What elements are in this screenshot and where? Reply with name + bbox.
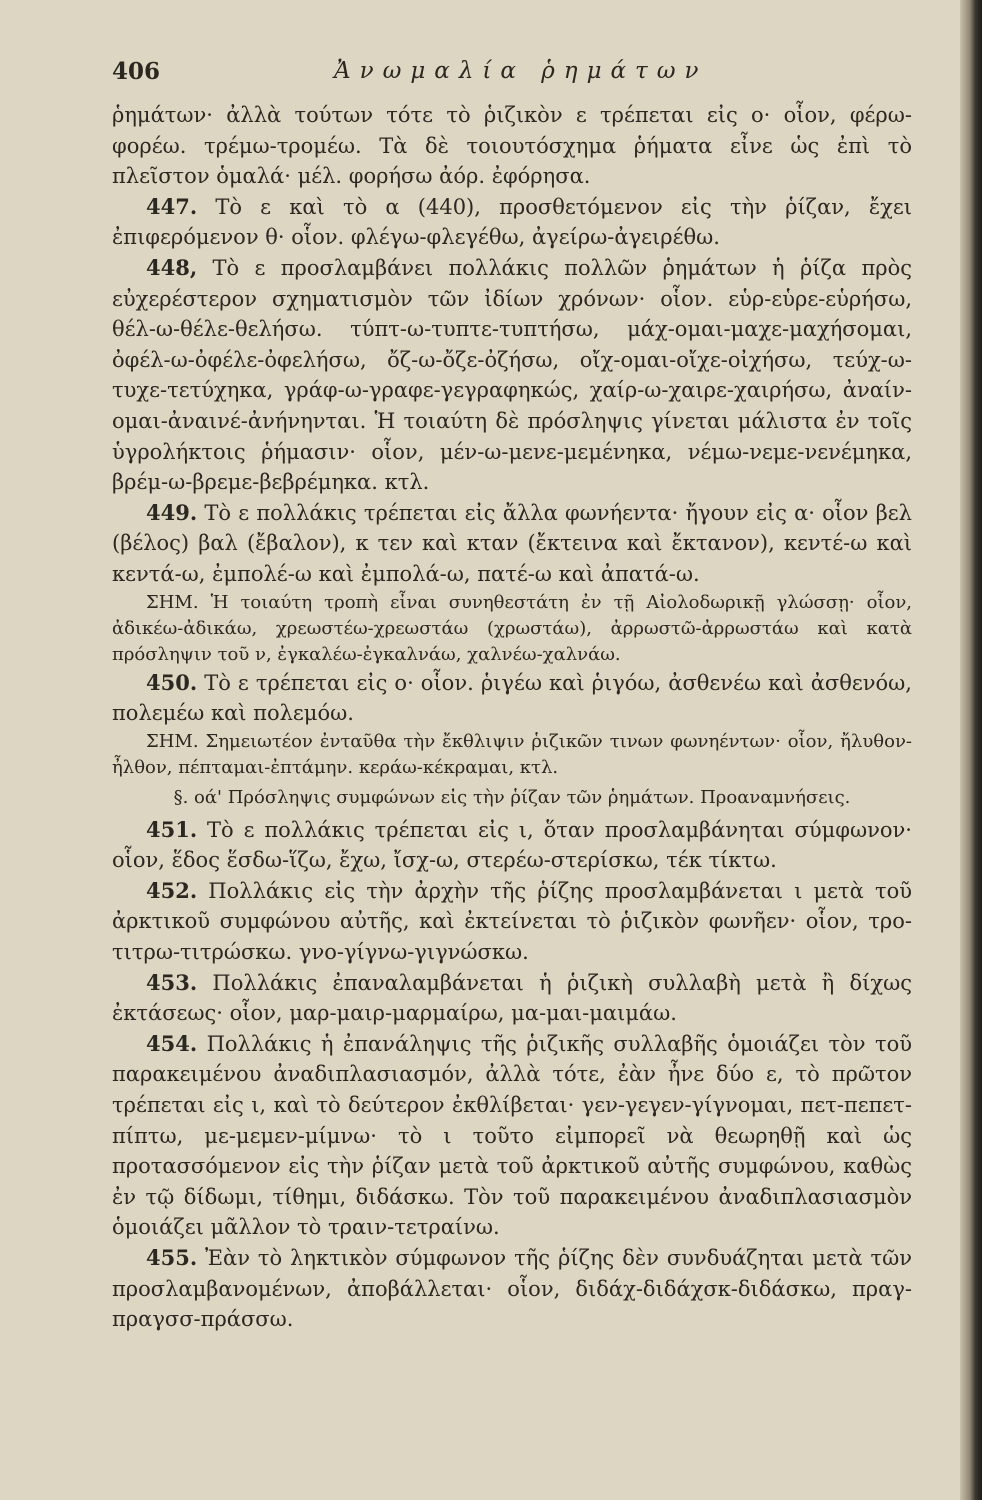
- paragraph-text: Ἐὰν τὸ ληκτικὸν σύμφωνον τῆς ῥίζης δὲν συνδυάζηται μετὰ τῶν προσλαμβανομένων, ἀποβάλλεται· οἷον, διδάχ-διδάχσκ-διδάσκω, πραγ-πραγσσ-πράσσω.: [112, 1246, 912, 1332]
- paragraph-448: [112, 253, 912, 498]
- paragraph-text: Τὸ ε τρέπεται εἰς ο· οἷον. ῥιγέω καὶ ῥιγόω, ἀσθενέω καὶ ἀσθενόω, πολεμέω καὶ πολεμόω.: [112, 670, 912, 726]
- page-number: 406: [112, 58, 161, 85]
- paragraph-452: [112, 876, 912, 968]
- section-heading: §. οά' Πρόσληψις συμφώνων εἰς τὴν ῥίζαν τῶν ῥημάτων. Προαναμνήσεις.: [173, 786, 851, 808]
- paragraph-number: 449.: [146, 499, 198, 525]
- paragraph-text: Πολλάκις εἰς τὴν ἀρχὴν τῆς ῥίζης προσλαμβάνεται ι μετὰ τοῦ ἀρκτικοῦ συμφώνου αὐτῆς, καὶ ἐκτείνεται τὸ ῥιζικὸν φωνῆεν· οἷον, τρο-τιτρω-τιτρώσκω. γνο-γίγνω-γιγνώσκω.: [112, 878, 912, 965]
- paragraph-number: 452.: [146, 877, 198, 903]
- paragraph-455: [112, 1243, 912, 1335]
- note-450: ΣΗΜ. Σημειωτέον ἐνταῦθα τὴν ἔκθλιψιν ῥιζικῶν τινων φωνηέντων· οἷον, ἤλυθον-ἦλθον, πέπταμαι-ἐπτάμην. κεράω-κέκραμαι, κτλ.: [112, 730, 912, 778]
- paragraph-447: [112, 192, 912, 253]
- paragraph-number: 454.: [146, 1030, 198, 1056]
- paragraph-text: Πολλάκις ἐπαναλαμβάνεται ἡ ῥιζικὴ συλλαβὴ μετὰ ἢ δίχως ἐκτάσεως· οἷον, μαρ-μαιρ-μαρμαίρω, μα-μαι-μαιμάω.: [112, 970, 912, 1026]
- page-body: [112, 100, 912, 1335]
- page-header: [112, 58, 932, 98]
- paragraph-450: [112, 668, 912, 729]
- note-449: ΣΗΜ. Ἡ τοιαύτη τροπὴ εἶναι συνηθεστάτη ἐν τῇ Αἰολοδωρικῇ γλώσσῃ· οἷον, ἀδικέω-ἀδικάω, χρεωστέω-χρεωστάω (χρωστάω), ἀρρωστῶ-ἀρρωστάω καὶ κατὰ πρόσληψιν τοῦ ν, ἐγκαλέω-ἐγκαλνάω, χαλνέω-χαλνάω.: [112, 591, 912, 665]
- paragraph-451: [112, 815, 912, 876]
- paragraph-text: Τὸ ε πολλάκις τρέπεται εἰς ἄλλα φωνήεντα· ἤγουν εἰς α· οἷον βελ (βέλος) βαλ (ἔβαλον), κ τεν καὶ κταν (ἔκτεινα καὶ ἔκτανον), κεντέ-ω καὶ κεντά-ω, ἐμπολέ-ω καὶ ἐμπολά-ω, πατέ-ω καὶ ἀπατά-ω.: [112, 500, 912, 586]
- book-spine-edge: [960, 0, 982, 1500]
- paragraph-number: 447.: [146, 193, 198, 219]
- paragraph-454: [112, 1029, 912, 1243]
- paragraph-text: Τὸ ε πολλάκις τρέπεται εἰς ι, ὅταν προσλαμβάνηται σύμφωνον· οἷον, ἕδος ἕσδω-ἵζω, ἔχω, ἴσχ-ω, στερέω-στερίσκω, τέκ τίκτω.: [112, 817, 912, 873]
- paragraph-number: 453.: [146, 969, 198, 995]
- paragraph-number: 455.: [146, 1245, 198, 1270]
- paragraph-number: 451.: [146, 816, 198, 842]
- paragraph-number: 448,: [146, 254, 198, 280]
- paragraph-449: [112, 498, 912, 590]
- paragraph-text: Τὸ ε καὶ τὸ α (440), προσθετόμενον εἰς τὴν ῥίζαν, ἔχει ἐπιφερόμενον θ· οἷον. φλέγω-φλεγέθω, ἀγείρω-ἀγειρέθω.: [112, 194, 912, 250]
- paragraph-number: 450.: [146, 669, 198, 695]
- running-title: Ἀνωμαλία ῥημάτων: [334, 58, 708, 84]
- paragraph-text: Τὸ ε προσλαμβάνει πολλάκις πολλῶν ῥημάτων ἡ ῥίζα πρὸς εὐχερέστερον σχηματισμὸν τῶν ἰδίων χρόνων· οἷον. εὑρ-εὑρε-εὑρήσω, θέλ-ω-θέλε-θελήσω. τύπτ-ω-τυπτε-τυπτήσω, μάχ-ομαι-μαχε-μαχήσομαι, ὀφέλ-ω-ὀφέλε-ὀφελήσω, ὄζ-ω-ὄζε-ὀζήσω, οἴχ-ομαι-οἴχε-οἰχήσω, τεύχ-ω-τυχε-τετύχηκα, γράφ-ω-γραφε-γεγραφηκώς, χαίρ-ω-χαιρε-χαιρήσω, ἀναίν-ομαι-ἀναινέ-ἀνήνηνται. Ἡ τοιαύτη δὲ πρόσληψις γίνεται μάλιστα ἐν τοῖς ὑγρολήκτοις ῥήμασιν· οἷον, μέν-ω-μενε-μεμένηκα, νέμω-νεμε-νενέμηκα, βρέμ-ω-βρεμε-βεβρέμηκα. κτλ.: [112, 255, 912, 495]
- paragraph-453: [112, 968, 912, 1029]
- paragraph-continuation: ῥημάτων· ἀλλὰ τούτων τότε τὸ ῥιζικὸν ε τρέπεται εἰς ο· οἷον, φέρω-φορέω. τρέμω-τρομέω. Τὰ δὲ τοιουτόσχημα ῥήματα εἶνε ὡς ἐπὶ τὸ πλεῖστον ὁμαλά· μέλ. φορήσω ἀόρ. ἐφόρησα.: [112, 103, 912, 189]
- paragraph-text: Πολλάκις ἡ ἐπανάληψις τῆς ῥιζικῆς συλλαβῆς ὁμοιάζει τὸν τοῦ παρακειμένου ἀναδιπλασιασμόν, ἀλλὰ τότε, ἐὰν ἦνε δύο ε, τὸ πρῶτον τρέπεται εἰς ι, καὶ τὸ δεύτερον ἐκθλίβεται· γεν-γεγεν-γίγνομαι, πετ-πεπετ-πίπτω, με-μεμεν-μίμνω· τὸ ι τοῦτο εἰμπορεῖ νὰ θεωρηθῇ καὶ ὡς προτασσόμενον εἰς τὴν ῥίζαν μετὰ τοῦ ἀρκτικοῦ αὐτῆς συμφώνου, καθὼς ἐν τῷ δίδωμι, τίθημι, διδάσκω. Τὸν τοῦ παρακειμένου ἀναδιπλασιασμὸν ὁμοιάζει μᾶλλον τὸ τραιν-τετραίνω.: [112, 1031, 912, 1240]
